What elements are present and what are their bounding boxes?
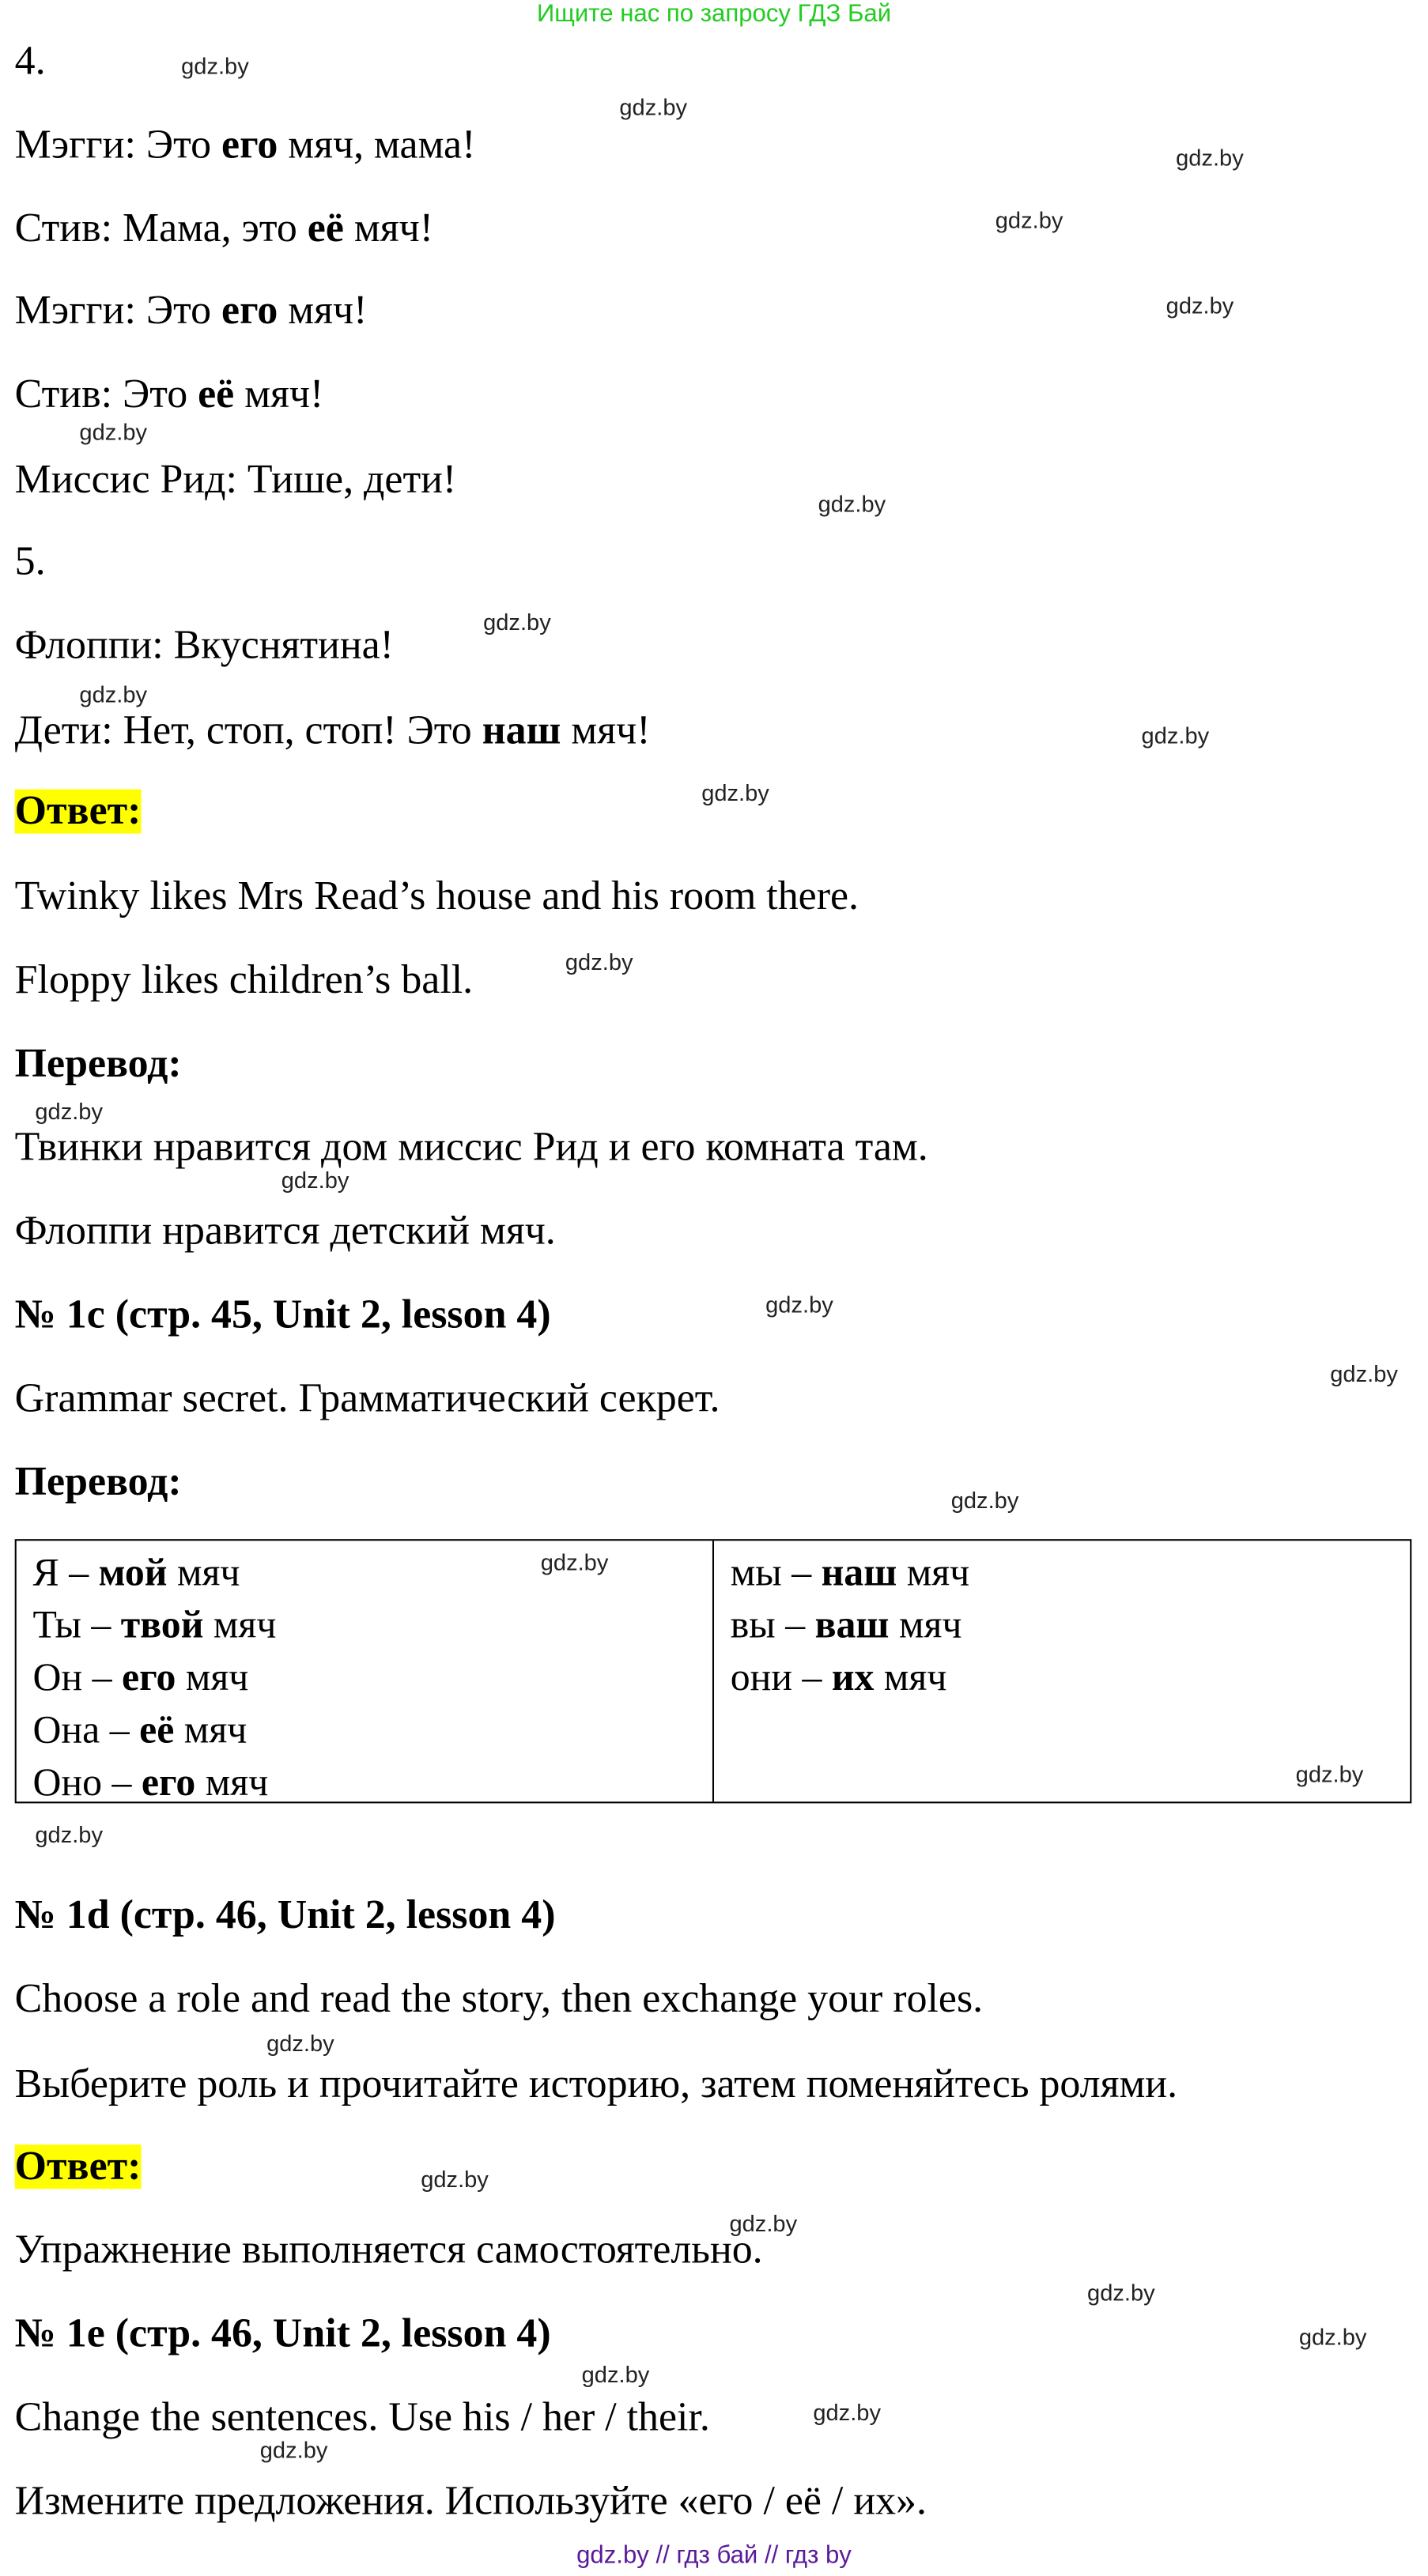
text-segment: их (831, 1657, 875, 1700)
text-segment: мяч (203, 1605, 277, 1648)
text-segment: Флоппи нравится детский мяч. (14, 1209, 556, 1254)
text-segment: мяч (889, 1605, 962, 1648)
watermark: gdz.by (79, 418, 148, 445)
watermark: gdz.by (995, 206, 1063, 233)
text-segment: № 1e (стр. 46, Unit 2, lesson 4) (14, 2311, 551, 2356)
watermark: gdz.by (619, 93, 688, 120)
table-row (33, 1600, 697, 1652)
watermark: gdz.by (581, 2361, 650, 2388)
text-segment: Я – (32, 1552, 99, 1595)
text-segment: мяч (174, 1710, 247, 1753)
text-segment: Change the sentences. Use his / her / their. (14, 2395, 710, 2440)
text-segment: мяч (195, 1762, 269, 1805)
text-segment: мяч! (278, 289, 368, 334)
text-segment: мяч! (561, 708, 651, 753)
text-line (15, 456, 457, 505)
watermark: gdz.by (818, 490, 886, 517)
watermark: gdz.by (1087, 2279, 1155, 2306)
text-line (15, 38, 46, 87)
text-segment: твой (120, 1605, 204, 1648)
answer-label: Ответ: (14, 2144, 142, 2189)
text-segment: мяч (176, 1657, 249, 1700)
text-segment: её (307, 206, 344, 251)
text-segment: Twinky likes Mrs Read’s house and his room there. (14, 874, 859, 919)
text-segment: Измените предложения. Используйте «его / её / их». (14, 2479, 927, 2524)
text-segment: Он – (32, 1657, 123, 1700)
text-segment: Выберите роль и прочитайте историю, затем поменяйтесь ролями. (14, 2062, 1178, 2107)
text-line (15, 1040, 182, 1089)
text-line (15, 538, 46, 587)
table-row (731, 1600, 1394, 1652)
text-segment: Дети: Нет, стоп, стоп! Это (14, 708, 482, 753)
text-segment: Ты – (32, 1605, 121, 1648)
text-segment: мы – (730, 1552, 822, 1595)
text-line (15, 787, 142, 836)
text-segment: Перевод: (14, 1460, 182, 1505)
text-segment: вы – (730, 1605, 815, 1648)
text-segment: Твинки нравится дом миссис Рид и его комната там. (14, 1126, 928, 1171)
watermark: gdz.by (565, 948, 633, 975)
text-line (15, 371, 324, 420)
text-line (15, 956, 473, 1005)
watermark: gdz.by (729, 2210, 798, 2237)
watermark: gdz.by (35, 1097, 104, 1124)
text-line (15, 1458, 182, 1507)
text-segment: Floppy likes children’s ball. (14, 958, 474, 1003)
text-line (15, 1124, 928, 1173)
table-row (33, 1705, 697, 1757)
table-row (731, 1548, 1394, 1600)
text-segment: мяч! (234, 372, 324, 417)
watermark: gdz.by (540, 1548, 609, 1575)
watermark: gdz.by (1176, 144, 1244, 171)
watermark: gdz.by (266, 2029, 334, 2057)
text-segment: её (198, 372, 235, 417)
watermark: gdz.by (181, 52, 249, 79)
text-line (15, 287, 368, 336)
answer-label: Ответ: (14, 789, 142, 834)
text-segment: мяч (897, 1552, 970, 1595)
text-line (15, 1292, 551, 1341)
text-segment: № 1d (стр. 46, Unit 2, lesson 4) (14, 1893, 556, 1938)
text-segment: Миссис Рид: Тише, дети! (14, 458, 457, 503)
text-line (15, 1208, 556, 1257)
text-line (15, 1975, 983, 2024)
watermark: gdz.by (259, 2436, 328, 2463)
table-row (33, 1757, 697, 1809)
top-banner: Ищите нас по запросу ГДЗ Бай (536, 0, 892, 28)
text-line (15, 1375, 720, 1424)
text-segment: его (221, 123, 278, 168)
text-line (15, 707, 651, 756)
possessive-pronouns-table (15, 1539, 1412, 1803)
text-line (15, 1892, 556, 1941)
text-segment: Choose a role and read the story, then exchange your roles. (14, 1977, 984, 2022)
table-row (33, 1652, 697, 1704)
text-line (15, 2143, 142, 2192)
watermark: gdz.by (1298, 2323, 1367, 2350)
text-segment: её (139, 1710, 175, 1753)
footer-watermark: gdz.by // гдз бай // гдз by (576, 2541, 852, 2570)
watermark: gdz.by (281, 1166, 349, 1194)
text-segment: 5. (14, 539, 46, 585)
watermark: gdz.by (1295, 1760, 1364, 1787)
text-line (15, 2478, 927, 2527)
text-segment: наш (482, 708, 561, 753)
text-segment: мяч, мама! (278, 123, 476, 168)
text-line (15, 2227, 763, 2276)
watermark: gdz.by (35, 1821, 104, 1848)
text-segment: мяч (874, 1657, 947, 1700)
watermark: gdz.by (79, 681, 148, 707)
watermark: gdz.by (701, 779, 769, 806)
text-segment: наш (821, 1552, 897, 1595)
text-line (15, 205, 433, 254)
text-segment: Упражнение выполняется самостоятельно. (14, 2228, 763, 2273)
watermark: gdz.by (813, 2398, 881, 2426)
text-segment: 4. (14, 39, 46, 84)
watermark: gdz.by (1141, 722, 1210, 749)
watermark: gdz.by (950, 1486, 1019, 1513)
text-line (15, 122, 476, 171)
text-line (15, 2394, 710, 2443)
text-segment: Перевод: (14, 1042, 182, 1087)
text-segment: Мэгги: Это (14, 123, 222, 168)
text-segment: его (122, 1657, 176, 1700)
text-line (15, 2061, 1177, 2110)
table-column-singular (17, 1541, 714, 1805)
text-segment: Grammar secret. Грамматический секрет. (14, 1376, 720, 1421)
text-segment: Мэгги: Это (14, 289, 222, 334)
text-segment: ваш (814, 1605, 890, 1648)
watermark: gdz.by (765, 1291, 833, 1318)
watermark: gdz.by (1330, 1360, 1398, 1387)
text-segment: мяч (167, 1552, 240, 1595)
text-segment: его (141, 1762, 196, 1805)
text-segment: Стив: Это (14, 372, 198, 417)
text-segment: мяч! (343, 206, 433, 251)
text-line (15, 2310, 551, 2359)
text-segment: мой (98, 1552, 168, 1595)
text-line (15, 622, 394, 671)
text-segment: Стив: Мама, это (14, 206, 308, 251)
text-segment: Флоппи: Вкуснятина! (14, 623, 394, 668)
text-segment: Оно – (32, 1762, 142, 1805)
watermark: gdz.by (483, 609, 551, 636)
text-segment: Она – (32, 1710, 140, 1753)
watermark: gdz.by (421, 2166, 489, 2193)
table-row (731, 1652, 1394, 1704)
text-segment: его (221, 289, 278, 334)
text-segment: № 1c (стр. 45, Unit 2, lesson 4) (14, 1292, 551, 1337)
text-line (15, 873, 859, 922)
watermark: gdz.by (1165, 292, 1234, 319)
text-segment: они – (730, 1657, 832, 1700)
